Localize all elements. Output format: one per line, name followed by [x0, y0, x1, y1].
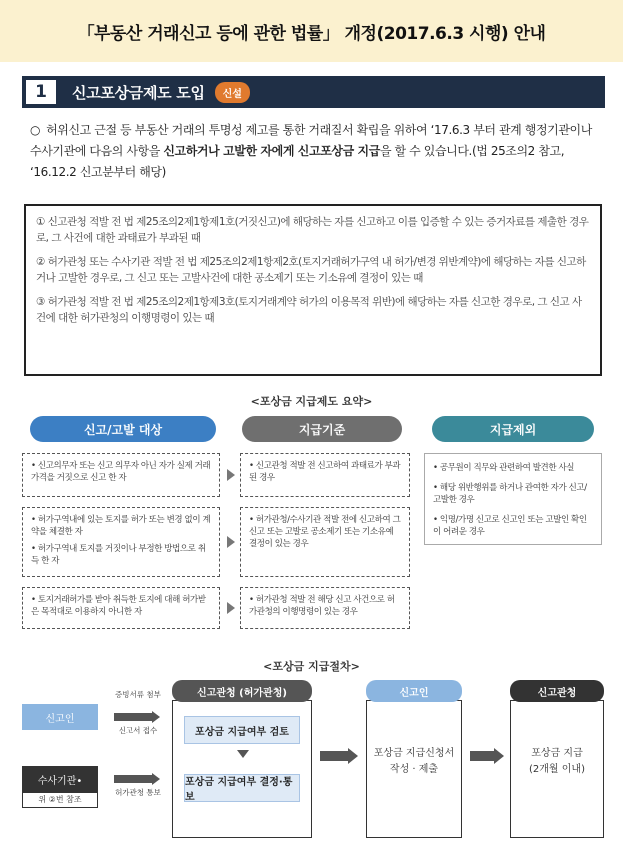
arrow-shaft — [114, 713, 152, 721]
procedure-heading: <포상금 지급절차> — [263, 660, 360, 673]
pill-payment-exclusion: 지급제외 — [432, 416, 594, 442]
arrow-right-icon — [348, 748, 358, 764]
criteria-summary-item: • 신고관청 적발 전 신고하여 과태료가 부과된 경우 — [249, 461, 401, 483]
target-item: • 허가구역내에 있는 토지를 허가 또는 변경 없이 계약을 체결한 자 — [31, 515, 211, 537]
target-item: • 허가구역내 토지를 거짓이나 부정한 방법으로 취득 한 자 — [31, 544, 206, 566]
pill-payment-criteria: 지급기준 — [242, 416, 402, 442]
new-badge: 신설 — [215, 82, 250, 103]
criteria-box — [24, 204, 602, 376]
criteria-summary-item: • 허가관청 적발 전 해당 신고 사건으로 허가관청의 이행명령이 있는 경우 — [249, 595, 395, 617]
circle-bullet-icon: ○ — [30, 123, 41, 137]
exclusion-box — [424, 453, 602, 545]
arrow-right-icon — [227, 536, 235, 548]
step3-text-2: (2개월 이내) — [529, 764, 585, 775]
criteria-item-1: ① 신고관청 적발 전 법 제25조의2제1항제1호(거짓신고)에 해당하는 자를 신고하고 이를 입증할 수 있는 증거자료를 제출한 경우로, 그 사건에 대한 과태료가 부과된 때 — [36, 216, 589, 244]
arrow-right-icon — [152, 773, 160, 785]
step2-title: 신고인 — [366, 680, 462, 702]
arrow-right-icon — [227, 469, 235, 481]
criteria-summary-item: • 허가관청/수사기관 적발 전에 신고하여 그 신고 또는 고발로 공소제기 또는 기소유예 결정이 있는 경우 — [249, 515, 401, 549]
summary-heading: <포상금 지급제도 요약> — [250, 395, 373, 408]
criteria-summary-box-2 — [240, 507, 410, 577]
criteria-summary-box-3 — [240, 587, 410, 629]
target-item: • 토지거래허가를 받아 취득한 토지에 대해 허가받은 목적대로 이용하지 아니한 자 — [31, 595, 206, 617]
exclusion-item: • 익명/가명 신고로 신고인 또는 고발인 확인이 어려운 경우 — [433, 515, 587, 537]
step1-decision: 포상금 지급여부 결정·통보 — [184, 774, 300, 802]
arrow-right-icon — [494, 748, 504, 764]
criteria-item-2: ② 허가관청 또는 수사기관 적발 전 법 제25조의2제1항제2호(토지거래허가구역 내 허가/변경 위반계약)에 해당하는 자를 신고하거나 고발한 경우로, 그 신고 또는 고발사건에 대한 공소제기 또는 기소유예 결정이 있는 때 — [36, 256, 586, 284]
attach-docs-note: 증빙서류 첨부 — [115, 690, 161, 699]
report-received-note: 신고서 접수 — [118, 726, 158, 735]
section-title: 신고포상금제도 도입 — [72, 83, 205, 102]
step1-review: 포상금 지급여부 검토 — [184, 716, 300, 744]
target-box-1 — [22, 453, 220, 497]
title-banner — [0, 0, 623, 62]
agency-reference: 위 ②번 참조 — [22, 792, 98, 808]
intro-paragraph — [30, 120, 600, 183]
intro-text-a: 허위신고 근절 등 부동산 거래의 투명성 제고를 통한 거래질서 확립을 위하여 ‘17.6.3 부터 관계 행정기관이나 수사기관에 다음의 사항을 — [30, 123, 592, 158]
section-number: 1 — [26, 80, 56, 104]
exclusion-item: • 해당 위반행위를 하거나 관여한 자가 신고/고발한 경우 — [433, 483, 587, 505]
intro-text-b: 신고하거나 고발한 자에게 신고포상금 지급 — [163, 144, 380, 158]
intro-text-c: 을 할 수 있습니다.(법 25조의2 참고, ‘16.12.2 신고분부터 해당) — [30, 144, 565, 179]
arrow-right-icon — [227, 602, 235, 614]
target-box-2 — [22, 507, 220, 577]
step1-title: 신고관청 (허가관청) — [172, 680, 312, 702]
criteria-summary-box-1 — [240, 453, 410, 497]
reporter-box: 신고인 — [22, 704, 98, 730]
agency-box: 수사기관• — [22, 766, 98, 792]
pill-report-target: 신고/고발 대상 — [30, 416, 216, 442]
target-item: • 신고의무자 또는 신고 의무자 아닌 자가 실제 거래가격을 거짓으로 신고 한 자 — [31, 461, 211, 483]
step3-text-1: 포상금 지급 — [531, 748, 583, 759]
step3-title: 신고관청 — [510, 680, 604, 702]
arrow-shaft — [470, 751, 494, 761]
agency-notify-note: 허가관청 통보 — [115, 788, 161, 797]
criteria-item-3: ③ 허가관청 적발 전 법 제25조의2제1항제3호(토지거래계약 허가의 이용목적 위반)에 해당하는 자를 신고한 경우로, 그 신고 사건에 대한 허가관청의 이행명령이 있는 때 — [36, 296, 582, 324]
page-title: 「부동산 거래신고 등에 관한 법률」 개정(2017.6.3 시행) 안내 — [77, 23, 546, 44]
step2-text-2: 작성 · 제출 — [389, 764, 439, 775]
arrow-right-icon — [152, 711, 160, 723]
step2-text-1: 포상금 지급신청서 — [373, 748, 455, 759]
arrow-shaft — [320, 751, 348, 761]
section-header — [22, 76, 605, 108]
target-box-3 — [22, 587, 220, 629]
arrow-shaft — [114, 775, 152, 783]
exclusion-item: • 공무원이 직무와 관련하여 발견한 사실 — [433, 463, 575, 473]
arrow-down-icon — [237, 750, 249, 758]
